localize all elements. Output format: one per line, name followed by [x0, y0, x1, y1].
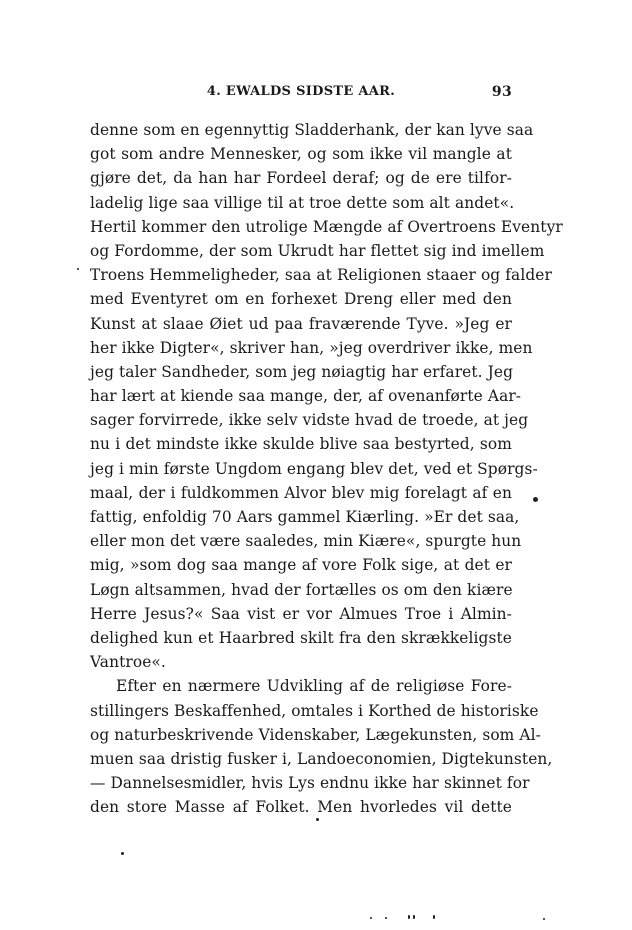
paragraph-start-line: Efter en nærmere Udvikling af de religiøse Fore- — [116, 677, 512, 696]
scan-speck — [77, 268, 79, 270]
text-line: fattig, enfoldig 70 Aars gammel Kiærling. »Er det saa, — [90, 508, 520, 526]
text-line: Løgn altsammen, hvad der fortælles os om den kiære — [90, 580, 513, 599]
scan-speck — [413, 915, 415, 919]
text-line: jeg taler Sandheder, som jeg nøiagtig har erfaret. Jeg — [90, 362, 514, 381]
text-line: eller mon det være saaledes, min Kiære«, spurgte hun — [90, 532, 522, 551]
scan-speck — [533, 497, 538, 502]
text-line: har lært at kiende saa mange, der, af ovenanførte Aar- — [90, 387, 522, 406]
text-line: og Fordomme, der som Ukrudt har flettet sig ind imellem — [90, 241, 545, 260]
body-text — [90, 118, 563, 819]
text-line: ladelig lige saa villige til at troe dette som alt andet«. — [90, 193, 515, 212]
scan-speck — [316, 818, 319, 821]
scan-speck — [121, 852, 124, 855]
running-title: 4. EWALDS SIDSTE AAR. — [206, 84, 396, 99]
text-line: denne som en egennyttig Sladderhank, der kan lyve saa — [90, 121, 534, 139]
text-line: jeg i min første Ungdom engang blev det, ved et Spørgs- — [90, 459, 538, 478]
text-line: Kunst at slaae Øiet ud paa fraværende Tyve. »Jeg er — [90, 314, 512, 333]
text-line: med Eventyret om en forhexet Dreng eller med den — [90, 290, 512, 309]
text-line: den store Masse af Folket. Men hvorledes vil dette — [90, 798, 512, 817]
text-line: muen saa dristig fusker i, Landoeconomien, Digtekunsten, — [90, 749, 553, 768]
text-line: mig, »som dog saa mange af vore Folk sige, at det er — [90, 556, 512, 575]
text-line: got som andre Mennesker, og som ikke vil mangle at — [90, 145, 512, 164]
scan-speck — [433, 915, 435, 919]
text-line: stillingers Beskaffenhed, omtales i Korthed de historiske — [90, 701, 539, 720]
scan-speck — [370, 917, 372, 919]
text-line: nu i det mindste ikke skulde blive saa bestyrted, som — [90, 435, 512, 454]
text-line: Hertil kommer den utrolige Mængde af Overtroens Eventyr — [90, 217, 563, 236]
text-line: maal, der i fuldkommen Alvor blev mig forelagt af en — [90, 483, 512, 502]
text-line: — Dannelsesmidler, hvis Lys endnu ikke har skinnet for — [90, 774, 530, 793]
page-number: 93 — [491, 84, 512, 100]
scan-speck — [408, 915, 410, 919]
text-line: Herre Jesus?« Saa vist er vor Almues Troe i Almin- — [90, 604, 512, 623]
text-line: delighed kun et Haarbred skilt fra den skrækkeligste — [90, 628, 512, 647]
scan-speck — [543, 918, 545, 920]
text-line: gjøre det, da han har Fordeel deraf; og de ere tilfor- — [90, 169, 512, 188]
text-line: Troens Hemmeligheder, saa at Religionen staaer og falder — [90, 266, 552, 285]
text-line: og naturbeskrivende Videnskaber, Lægekunsten, som Al- — [90, 725, 541, 744]
scan-speck — [385, 917, 387, 919]
text-line: sager forvirrede, ikke selv vidste hvad de troede, at jeg — [90, 411, 529, 430]
paragraph-end-line: Vantroe«. — [90, 653, 166, 672]
page-header — [90, 84, 512, 106]
text-line: her ikke Digter«, skriver han, »jeg overdriver ikke, men — [90, 338, 533, 357]
